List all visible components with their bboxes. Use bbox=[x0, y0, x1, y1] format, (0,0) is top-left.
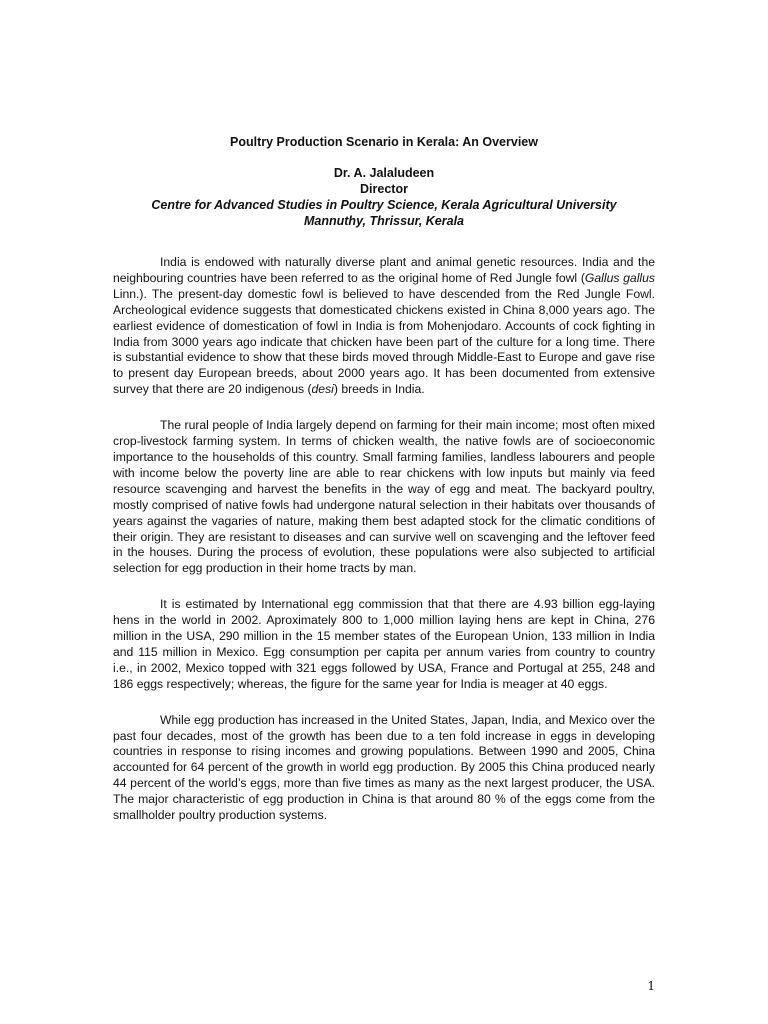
document-header bbox=[0, 134, 768, 229]
document-title: Poultry Production Scenario in Kerala: An Overview bbox=[230, 135, 538, 149]
paragraph-2: The rural people of India largely depend on farming for their main income; most often mixed crop-livestock farming system. In terms of chicken wealth, the native fowls are of socioeconomic importance to the households of this country. Small farming families, landless labourers and people with income below the poverty line are able to rear chickens with low inputs but mainly via feed resource scavenging and harvest the benefits in the way of egg and meat. The backyard poultry, mostly comprised of native fowls had undergone natural selection in their habitats over thousands of years against the vagaries of nature, making them best adapted stock for the climatic conditions of their origin. They are resistant to diseases and can survive well on scavenging and the leftover feed in the houses. During the process of evolution, these populations were also subjected to artificial selection for egg production in their home tracts by man. bbox=[113, 418, 655, 576]
author-name: Dr. A. Jalaludeen bbox=[333, 166, 435, 180]
paragraph-1-text-a: India is endowed with naturally diverse plant and animal genetic resources. India and the neighbouring countries have been referred to as the original home of Red Jungle fowl ( bbox=[113, 255, 655, 285]
page-number: 1 bbox=[647, 979, 655, 993]
author-institution: Centre for Advanced Studies in Poultry Science, Kerala Agricultural University bbox=[151, 198, 617, 212]
paragraph-3: It is estimated by International egg commission that that there are 4.93 billion egg-laying hens in the world in 2002. Aproximately 800 to 1,000 million laying hens are kept in China, 276 million in the USA, 290 million in the 15 member states of the European Union, 133 million in India and 115 million in Mexico. Egg consumption per capita per annum varies from country to country i.e., in 2002, Mexico topped with 321 eggs followed by USA, France and Portugal at 255, 248 and 186 eggs respectively; whereas, the figure for the same year for India is meager at 40 eggs. bbox=[113, 597, 655, 691]
paragraph-1-text-b: Linn.). The present-day domestic fowl is believed to have descended from the Red Jungle Fowl. Archeological evidence suggests that domesticated chickens existed in China 8,000 years ago. The earliest evidence of domestication of fowl in India is from Mohenjodaro. Accounts of cock fighting in India from 3000 years ago indicate that chicken have been part of the culture for a long time. There is substantial evidence to show that these birds moved through Middle-East to Europe and gave rise to present day European breeds, about 2000 years ago. It has been documented from extensive survey that there are 20 indigenous ( bbox=[113, 286, 655, 397]
paragraph-1-species: Gallus gallus bbox=[584, 270, 655, 285]
paragraph-4: While egg production has increased in the United States, Japan, India, and Mexico over the past four decades, most of the growth has been due to a ten fold increase in eggs in developing countries in response to rising incomes and growing populations. Between 1990 and 2005, China accounted for 64 percent of the growth in world egg production. By 2005 this China produced nearly 44 percent of the world’s eggs, more than five times as many as the next largest producer, the USA. The major characteristic of egg production in China is that around 80 % of the eggs come from the smallholder poultry production systems. bbox=[113, 712, 655, 823]
document-body bbox=[113, 255, 655, 844]
paragraph-1 bbox=[113, 255, 655, 398]
paragraph-1-text-c: ) breeds in India. bbox=[333, 382, 425, 397]
paragraph-1-desi: desi bbox=[311, 382, 334, 397]
author-location: Mannuthy, Thrissur, Kerala bbox=[304, 214, 464, 228]
author-position: Director bbox=[360, 182, 408, 196]
